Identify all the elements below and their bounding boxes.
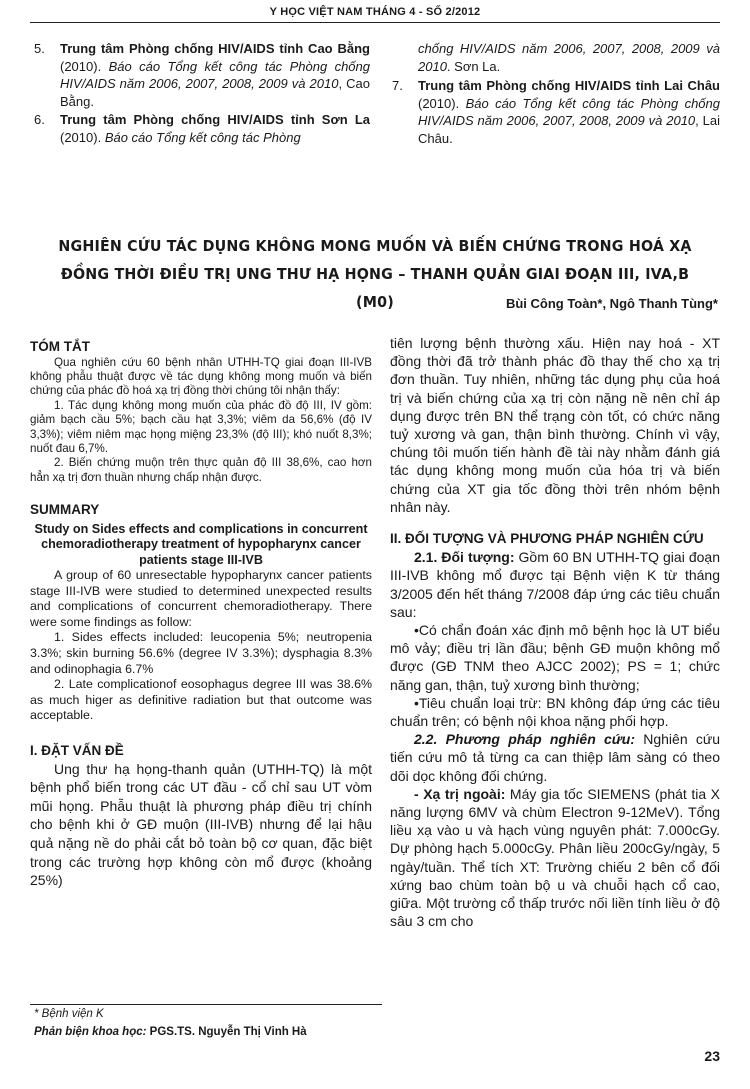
affiliation-footnote: * Bệnh viện K bbox=[34, 1008, 104, 1020]
ref-number: 5. bbox=[34, 41, 45, 56]
reference-6 bbox=[34, 111, 370, 146]
ref-year: (2010). bbox=[60, 58, 109, 74]
subsection-2-2 bbox=[390, 730, 720, 785]
references-left bbox=[34, 40, 370, 147]
ref-place: , Lai Châu. bbox=[418, 113, 720, 146]
abstract bbox=[30, 356, 372, 486]
section-1-heading: I. ĐẶT VẤN ĐỀ bbox=[30, 743, 124, 758]
ref-place: . Sơn La. bbox=[446, 58, 501, 74]
ref-org: Trung tâm Phòng chống HIV/AIDS tỉnh Sơn La bbox=[60, 112, 370, 128]
right-column bbox=[390, 334, 720, 931]
subsection-text: Gồm 60 BN UTHH-TQ giai đoạn III-IVB không mổ được tại Bệnh viện K từ tháng 3/2005 đến hết tháng 7/2008 đáp ứng các tiêu chuẩn sau: bbox=[390, 549, 720, 620]
body-paragraph: tiên lượng bệnh thường xấu. Hiện nay hoá - XT đồng thời đã trở thành phác đồ thay thế cho xạ trị đơn thuần. Tuy nhiên, những tác dụng phụ của hoá trị và biến chứng của xạ trị còn nặng nề nên chỉ áp dụng được trên BN thể trạng còn tốt, có chức năng tuỷ xương và gan, thận bình thường. Chính vì vậy, chúng tôi muốn tiến hành đề tài này nhằm đánh giá tác dụng không mong muốn của hóa trị và biến chứng của XT gia tốc đồng thời trên nhóm bệnh nhân này. bbox=[390, 335, 720, 515]
subsection-label: - Xạ trị ngoài: bbox=[414, 785, 506, 802]
ref-number: 7. bbox=[392, 78, 403, 94]
header-rule bbox=[30, 22, 720, 23]
left-column bbox=[30, 338, 372, 890]
abstract-paragraph: 2. Biến chứng muộn trên thực quản độ III 38,6%, cao hơn hẳn xạ trị đơn thuần nhưng chấp nhận được. bbox=[30, 456, 372, 484]
subsection-text: Nghiên cứu tiến cứu mô tả từng ca can thiệp lâm sàng có theo dõi dọc không đối chứng. bbox=[390, 731, 720, 784]
bullet-item: •Có chẩn đoán xác định mô bệnh học là UT biểu mô vảy; điều trị lần đầu; bệnh GĐ muộn không mổ được (GĐ TNM theo AJCC 2002); PS = 1; chức năng gan, thận, tuỷ xương bình thường; bbox=[390, 622, 720, 693]
subsection-label: 2.1. Đối tượng: bbox=[414, 549, 515, 566]
reviewer-name: PGS.TS. Nguyễn Thị Vinh Hà bbox=[146, 1026, 307, 1038]
section-2-heading: II. ĐỐI TƯỢNG VÀ PHƯƠNG PHÁP NGHIÊN CỨU bbox=[390, 531, 704, 547]
ref-title: Báo cáo Tổng kết công tác Phòng bbox=[104, 129, 301, 145]
summary-paragraph: 2. Late complicationof eosophagus degree III was 38.6% as much higer as definitive radiation but that outcome was acceptable. bbox=[30, 677, 372, 723]
subsection-label: 2.2. Phương pháp nghiên cứu: bbox=[414, 731, 635, 748]
ref-title: chống HIV/AIDS năm 2006, 2007, 2008, 2009 và 2010 bbox=[418, 41, 720, 74]
abstract-paragraph: 1. Tác dụng không mong muốn của phác đồ độ III, IV gồm: giảm bạch cầu 5%; bạch cầu hạt 3,3%; viêm da 56,6% (độ IV 3,3%); viêm niêm mạc họng miệng 23,3% (độ III); khó nuốt 8,3%; nuốt đau 6,7%. bbox=[30, 398, 372, 456]
abstract-heading: TÓM TẮT bbox=[30, 339, 90, 354]
ref-org: Trung tâm Phòng chống HIV/AIDS tỉnh Cao Bằng bbox=[60, 41, 370, 56]
summary-paragraph: A group of 60 unresectable hypopharynx cancer patients stage III-IVB were studied to determined unexpected results and complications of concurrent chemoradiotherapy. There were some findings as follow: bbox=[30, 568, 372, 629]
summary bbox=[30, 522, 372, 724]
subsection-text: Máy gia tốc SIEMENS (phát tia X năng lượng 6MV và chùm Electron 9-12MeV). Tổng liều xạ vào u và hạch vùng nguyên phát: 7.000cGy. Dự phòng hạch 5.000cGy. Phân liều 200cGy/ngày, 5 ngày/tuần. Thể tích XT: Trường chiếu 2 bên cổ đối xứng bao chùm toàn bộ u và chuỗi hạch cổ cao, giữa. Một trường cổ thấp trước nối liền tính liều ở độ sâu 3 cm cho bbox=[390, 785, 720, 930]
abstract-paragraph: Qua nghiên cứu 60 bệnh nhân UTHH-TQ giai đoạn III-IVB không phẫu thuật được về tác dụng không mong muốn và biến chứng của phác đồ hoá xạ trị đồng thời chúng tôi nhận thấy: bbox=[30, 355, 372, 398]
reference-7 bbox=[392, 77, 720, 147]
ref-title: Báo cáo Tổng kết công tác Phòng chống HIV/AIDS năm 2006, 2007, 2008, 2009 và 2010 bbox=[60, 58, 370, 92]
summary-title: Study on Sides effects and complications in concurrent chemoradiotherapy treatment of hypopharynx cancer patients stage III-IVB bbox=[34, 521, 368, 567]
running-head: Y HỌC VIỆT NAM THÁNG 4 - SỐ 2/2012 bbox=[269, 6, 481, 18]
body-paragraph: Ung thư hạ họng-thanh quản (UTHH-TQ) là một bệnh phổ biến trong các UT đầu - cổ chỉ sau UT vòm mũi họng. Phẫu thuật là phương pháp điều trị chính cho bệnh khi ở GĐ muộn (III-IVB) nhưng để lại hậu quả nặng nề do phải cắt bỏ toàn bộ cơ quan, đặc biệt trong các trường hợp không còn mổ được (khoảng 25%) bbox=[30, 760, 372, 889]
summary-heading: SUMMARY bbox=[30, 502, 100, 518]
title-line-2: ĐỒNG THỜI ĐIỀU TRỊ UNG THƯ HẠ HỌNG – THANH QUẢN GIAI ĐOẠN III, IVA,B (M0) bbox=[60, 265, 690, 311]
reviewer-footnote bbox=[34, 1026, 307, 1038]
ref-year: (2010). bbox=[418, 95, 466, 111]
section-1 bbox=[30, 760, 372, 890]
reference-6-cont bbox=[392, 40, 720, 75]
ref-year: (2010). bbox=[60, 129, 105, 145]
authors: Bùi Công Toàn*, Ngô Thanh Tùng* bbox=[505, 296, 718, 311]
reference-5 bbox=[34, 40, 370, 110]
bullet-item: •Tiêu chuẩn loại trừ: BN không đáp ứng các tiêu chuẩn trên; có bệnh nội khoa nặng phối hợp. bbox=[390, 694, 720, 730]
subsection-2-1 bbox=[390, 548, 720, 621]
title-line-1: NGHIÊN CỨU TÁC DỤNG KHÔNG MONG MUỐN VÀ BIẾN CHỨNG TRONG HOÁ XẠ bbox=[58, 237, 692, 255]
reviewer-label: Phản biện khoa học: bbox=[34, 1026, 147, 1038]
summary-paragraph: 1. Sides effects included: leucopenia 5%; neutropenia 3.3%; skin burning 56.6% (degree IV 3.3%); dysphagia 8.3% and odinophagia 6.7% bbox=[30, 630, 372, 676]
ref-title: Báo cáo Tổng kết công tác Phòng chống HIV/AIDS năm 2006, 2007, 2008, 2009 và 2010 bbox=[418, 95, 720, 129]
references-right bbox=[392, 40, 720, 148]
footnote-rule bbox=[30, 1004, 382, 1005]
ref-org: Trung tâm Phòng chống HIV/AIDS tỉnh Lai Châu bbox=[418, 78, 720, 94]
ref-place: , Cao Bằng. bbox=[60, 76, 370, 109]
page-number: 23 bbox=[704, 1048, 720, 1064]
ref-number: 6. bbox=[34, 112, 45, 128]
radiotherapy-paragraph bbox=[390, 785, 720, 931]
